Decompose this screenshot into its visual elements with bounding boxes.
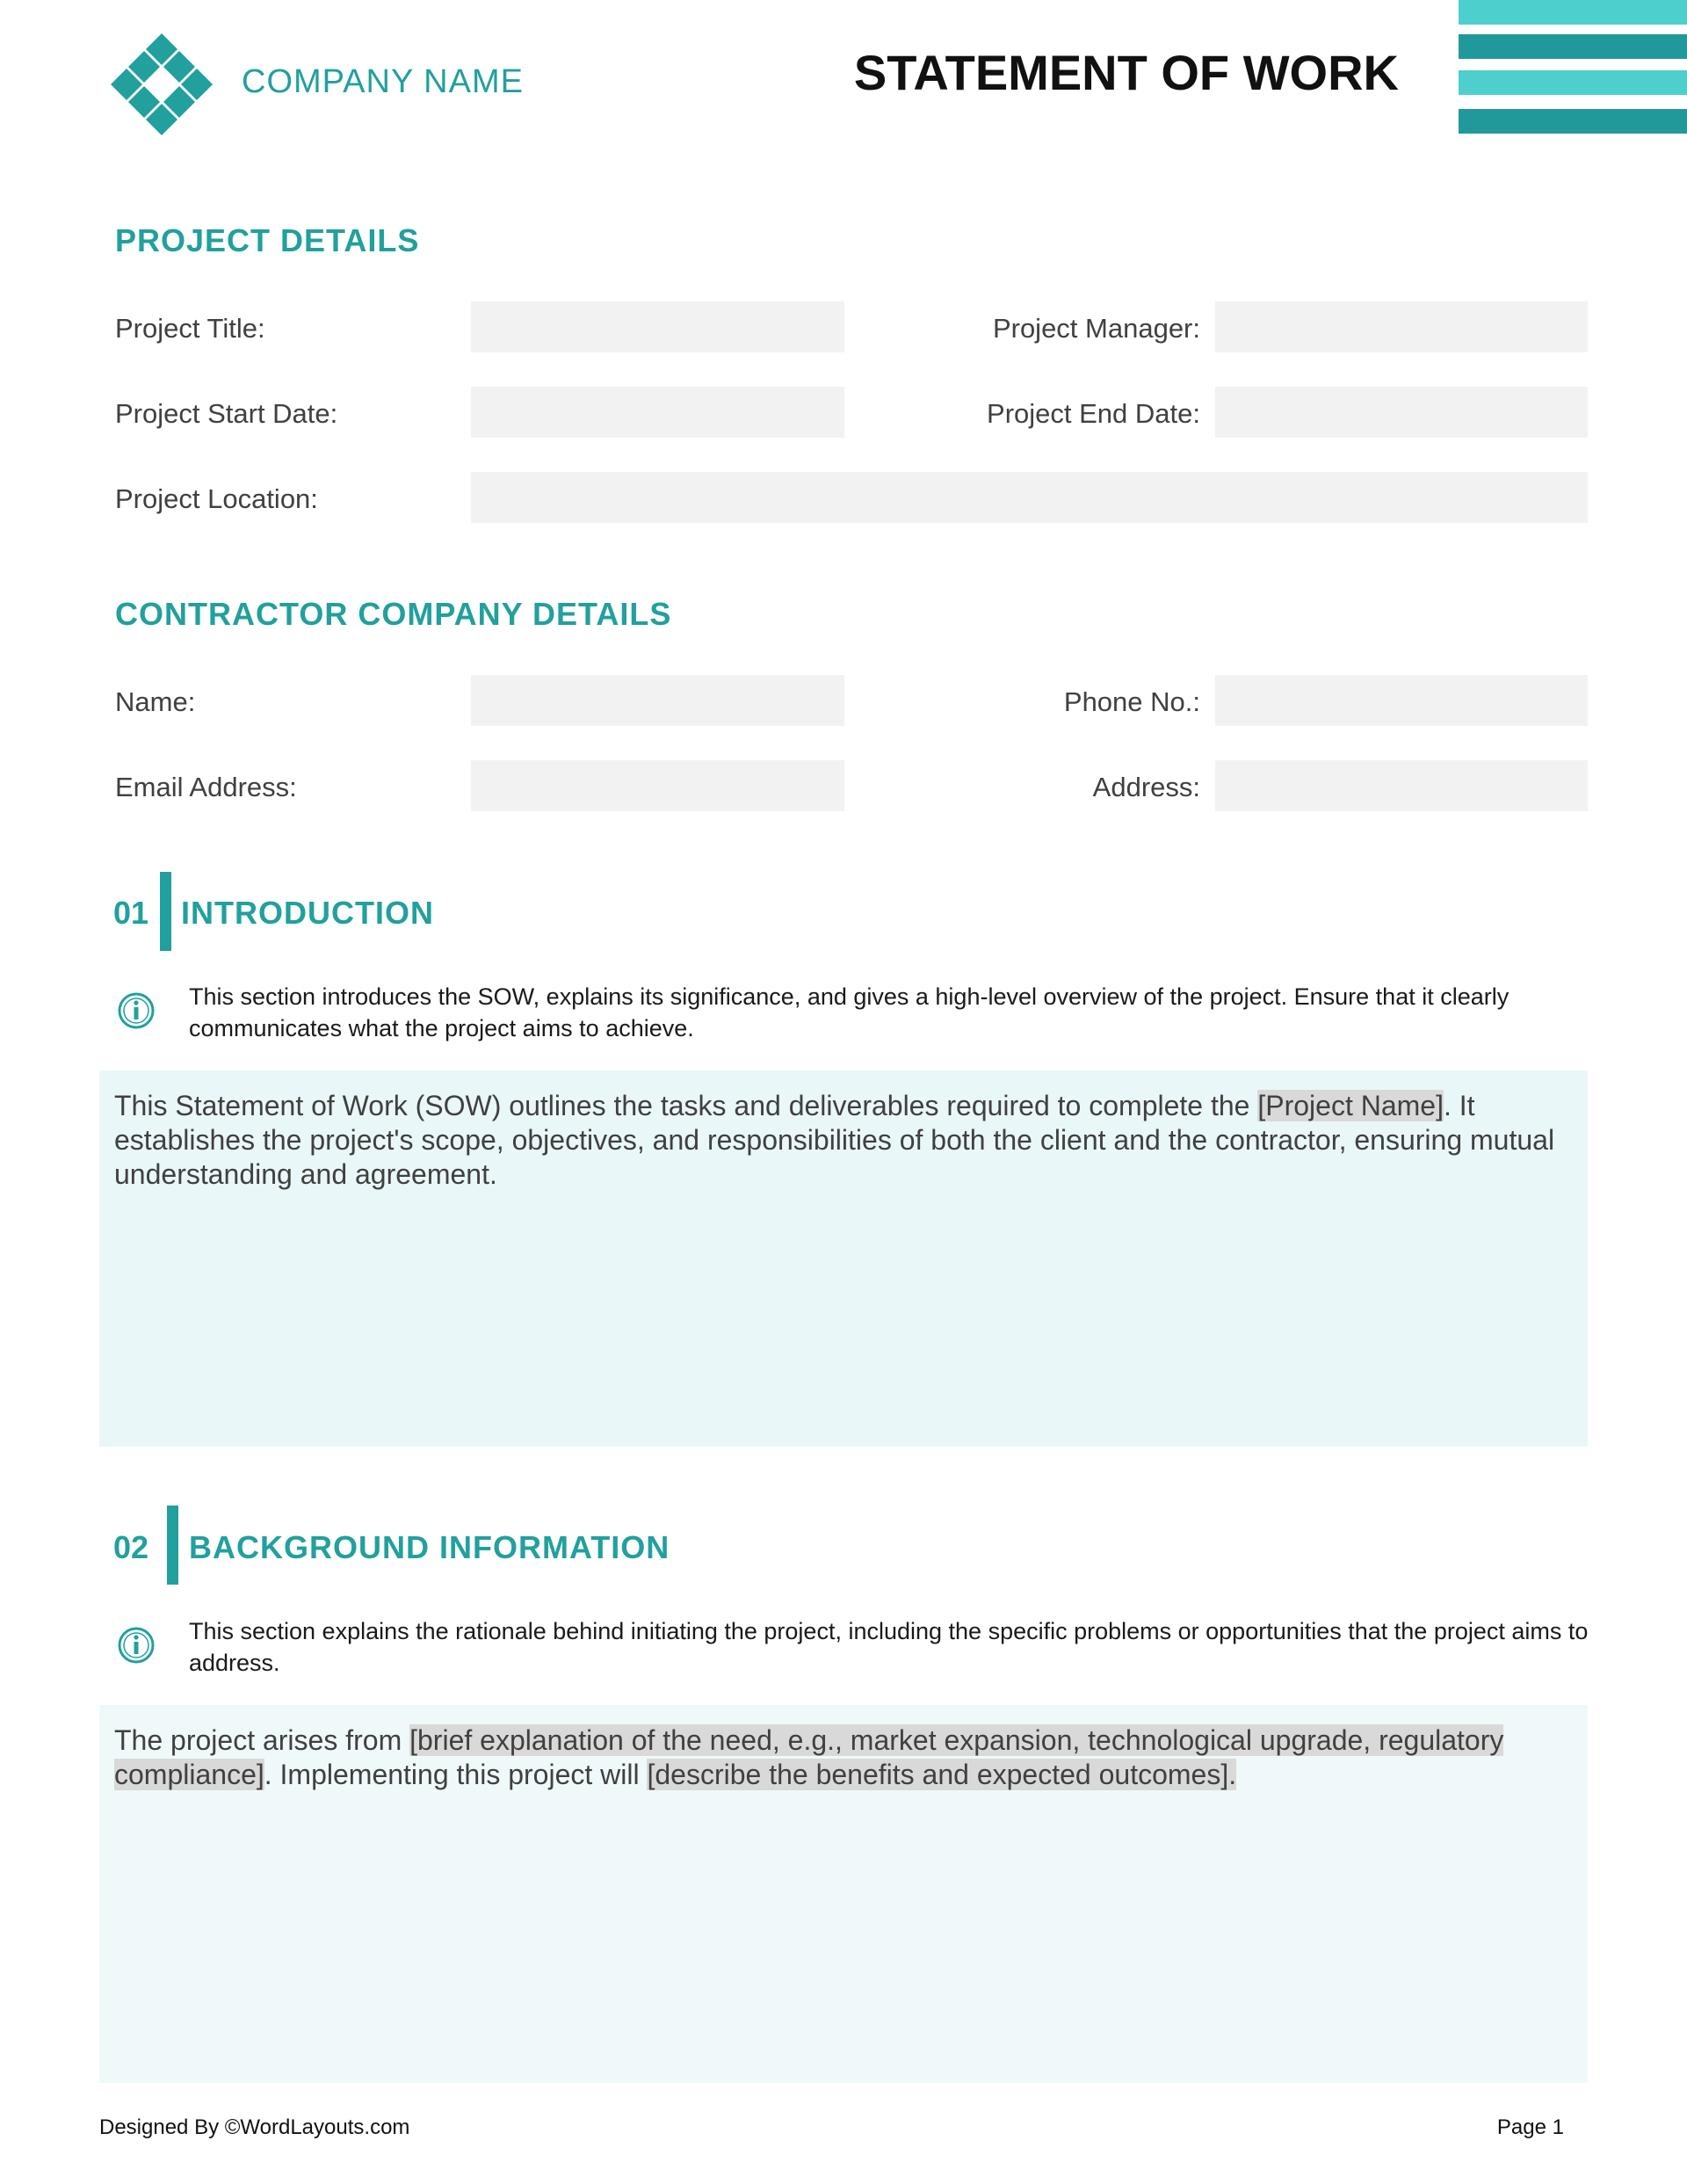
phone-field[interactable] xyxy=(1215,675,1588,726)
address-field[interactable] xyxy=(1215,760,1588,811)
project-start-date-field[interactable] xyxy=(471,387,844,438)
project-end-date-field[interactable] xyxy=(1215,387,1588,438)
section-number: 02 xyxy=(113,1529,149,1565)
diamond-cluster-logo-icon xyxy=(111,33,213,135)
section-number: 01 xyxy=(113,895,149,931)
header-stripe xyxy=(1459,34,1687,59)
benefits-placeholder[interactable]: [describe the benefits and expected outcomes]. xyxy=(647,1759,1237,1790)
introduction-heading: INTRODUCTION xyxy=(181,895,434,931)
company-logo xyxy=(111,33,213,135)
footer-designer-credit[interactable]: Designed By ©WordLayouts.com xyxy=(99,2115,410,2139)
contractor-name-label: Name: xyxy=(115,686,196,717)
project-details-heading: PROJECT DETAILS xyxy=(115,222,420,258)
contractor-details-heading: CONTRACTOR COMPANY DETAILS xyxy=(115,596,672,632)
company-name: COMPANY NAME xyxy=(242,63,524,100)
project-manager-field[interactable] xyxy=(1215,301,1588,352)
project-location-label: Project Location: xyxy=(115,483,318,514)
background-heading: BACKGROUND INFORMATION xyxy=(189,1529,670,1565)
project-location-field[interactable] xyxy=(471,472,1588,523)
introduction-body: This Statement of Work (SOW) outlines the tasks and deliverables required to complete the [Project Name]. It establishes the project's scope, objectives, and responsibilities of both the client and the contractor, ensuring mutual understanding and agreement. xyxy=(114,1090,1555,1190)
need-placeholder[interactable]: [brief explanation of the need, e.g., market expansion, technological upgrade, regulatory compliance] xyxy=(114,1724,1504,1790)
project-end-date-label: Project End Date: xyxy=(987,398,1200,429)
background-body: The project arises from [brief explanation of the need, e.g., market expansion, technological upgrade, regulatory compliance]. Implementing this project will [describe the benefits and expected outcomes]. xyxy=(114,1724,1504,1790)
section-accent-bar xyxy=(160,872,171,951)
document-title: STATEMENT OF WORK xyxy=(853,45,1399,100)
contractor-name-field[interactable] xyxy=(471,675,844,726)
info-icon xyxy=(117,991,156,1030)
introduction-info-text: This section introduces the SOW, explains its significance, and gives a high-level overview of the project. Ensure that it clearly communicates what the project aims to achieve. xyxy=(189,983,1510,1041)
project-start-date-label: Project Start Date: xyxy=(115,398,338,429)
background-info-text: This section explains the rationale behind initiating the project, including the specific problems or opportunities that the project aims to address. xyxy=(189,1618,1589,1676)
email-label: Email Address: xyxy=(115,772,297,802)
phone-label: Phone No.: xyxy=(1063,686,1200,717)
section-accent-bar xyxy=(167,1506,178,1585)
email-field[interactable] xyxy=(471,760,844,811)
background-content-box[interactable] xyxy=(99,1705,1588,2083)
project-title-field[interactable] xyxy=(471,301,844,352)
introduction-content-box[interactable] xyxy=(99,1070,1588,1447)
address-label: Address: xyxy=(1092,772,1200,802)
page-number: Page 1 xyxy=(1496,2115,1564,2139)
header-stripe xyxy=(1459,70,1687,95)
header-stripe xyxy=(1459,0,1687,25)
project-title-label: Project Title: xyxy=(115,313,265,344)
project-manager-label: Project Manager: xyxy=(992,313,1200,344)
header-stripe xyxy=(1459,109,1687,134)
info-icon xyxy=(117,1626,156,1665)
project-name-placeholder[interactable]: [Project Name] xyxy=(1257,1090,1444,1121)
